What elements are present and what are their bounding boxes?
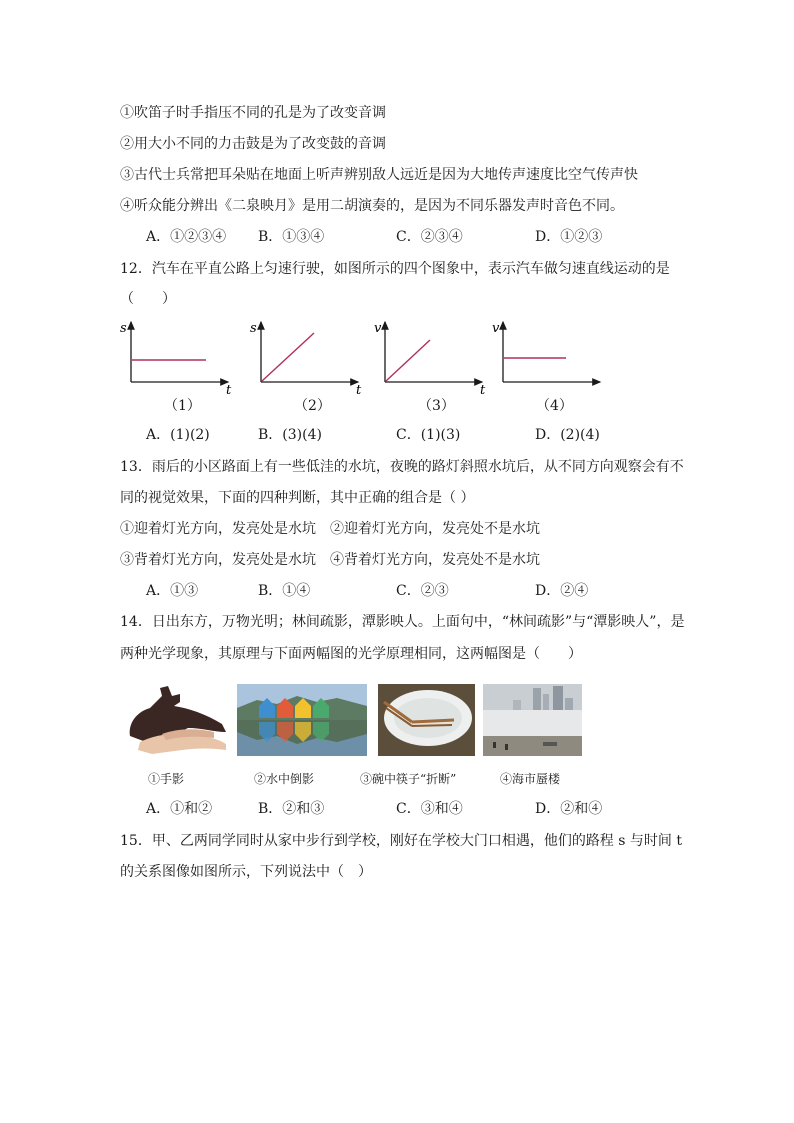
graph-2-x-label: t <box>356 383 362 396</box>
graph-3-caption: （3） <box>418 398 455 414</box>
graph-4-caption: （4） <box>536 398 573 414</box>
q13-stem-1: 13．雨后的小区路面上有一些低洼的水坑，夜晚的路灯斜照水坑后，从不同方向观察会有不 <box>120 459 684 475</box>
graph-3-x-label: t <box>480 383 486 396</box>
q14-option-a[interactable]: A．①和② <box>146 801 213 817</box>
graph-1 <box>118 318 233 396</box>
q12-answer-blank: （ ） <box>120 291 176 307</box>
q11-option-b[interactable]: B．①③④ <box>258 229 325 245</box>
q13-option-d[interactable]: D．②④ <box>535 583 589 599</box>
graph-1-x-label: t <box>226 383 232 396</box>
q14-option-c[interactable]: C．③和④ <box>396 801 463 817</box>
caption-mirage: ④海市蜃楼 <box>500 772 561 786</box>
mirage-image <box>483 684 582 756</box>
q13-option-a[interactable]: A．①③ <box>146 583 199 599</box>
graph-3 <box>372 318 487 396</box>
water-reflection-image <box>237 684 367 756</box>
caption-water-reflection: ②水中倒影 <box>254 772 315 786</box>
q11-option-d[interactable]: D．①②③ <box>535 229 603 245</box>
q13-option-b[interactable]: B．①④ <box>258 583 311 599</box>
q15-stem-1: 15．甲、乙两同学同时从家中步行到学校，刚好在学校大门口相遇，他们的路程 s 与时间 t <box>120 833 682 849</box>
q12-option-a[interactable]: A．(1)(2) <box>146 427 210 443</box>
q12-option-b[interactable]: B．(3)(4) <box>258 427 322 443</box>
graph-2 <box>248 318 363 396</box>
graph-2-y-label: s <box>250 321 257 336</box>
chopsticks-bowl-image <box>378 684 475 756</box>
q13-option-c[interactable]: C．②③ <box>396 583 449 599</box>
q13-judgement-3-4: ③背着灯光方向，发亮处是水坑 ④背着灯光方向，发亮处不是水坑 <box>120 552 540 568</box>
q11-option-c[interactable]: C．②③④ <box>396 229 463 245</box>
q12-stem: 12．汽车在平直公路上匀速行驶，如图所示的四个图象中，表示汽车做匀速直线运动的是 <box>120 261 670 277</box>
q15-stem-2: 的关系图像如图所示，下列说法中（ ） <box>120 864 372 880</box>
graph-1-caption: （1） <box>164 398 201 414</box>
caption-hand-shadow: ①手影 <box>148 772 185 786</box>
graph-2-caption: （2） <box>294 398 331 414</box>
caption-chopsticks: ③碗中筷子“折断” <box>360 772 457 786</box>
graph-4-y-label: v <box>492 321 500 336</box>
q11-statement-3: ③古代士兵常把耳朵贴在地面上听声辨别敌人远近是因为大地传声速度比空气传声快 <box>120 167 638 183</box>
q11-option-a[interactable]: A．①②③④ <box>146 229 227 245</box>
q12-option-c[interactable]: C．(1)(3) <box>396 427 461 443</box>
graph-4 <box>490 318 605 396</box>
q13-stem-2: 同的视觉效果，下面的四种判断，其中正确的组合是（ ） <box>120 490 475 506</box>
q14-stem-2: 两种光学现象，其原理与下面两幅图的光学原理相同，这两幅图是（ ） <box>120 646 582 662</box>
q12-option-d[interactable]: D．(2)(4) <box>535 427 600 443</box>
q14-option-d[interactable]: D．②和④ <box>535 801 603 817</box>
q11-statement-4: ④听众能分辨出《二泉映月》是用二胡演奏的，是因为不同乐器发声时音色不同。 <box>120 198 624 214</box>
q14-stem-1: 14．日出东方，万物光明；林间疏影，潭影映人。上面句中，“林间疏影”与“潭影映人”，是 <box>120 614 685 630</box>
q11-statement-1: ①吹笛子时手指压不同的孔是为了改变音调 <box>120 105 386 121</box>
graph-1-y-label: s <box>120 321 127 336</box>
q11-statement-2: ②用大小不同的力击鼓是为了改变鼓的音调 <box>120 136 386 152</box>
graph-3-y-label: v <box>374 321 382 336</box>
hand-shadow-image <box>122 684 230 756</box>
q14-option-b[interactable]: B．②和③ <box>258 801 325 817</box>
q13-judgement-1-2: ①迎着灯光方向，发亮处是水坑 ②迎着灯光方向，发亮处不是水坑 <box>120 521 540 537</box>
